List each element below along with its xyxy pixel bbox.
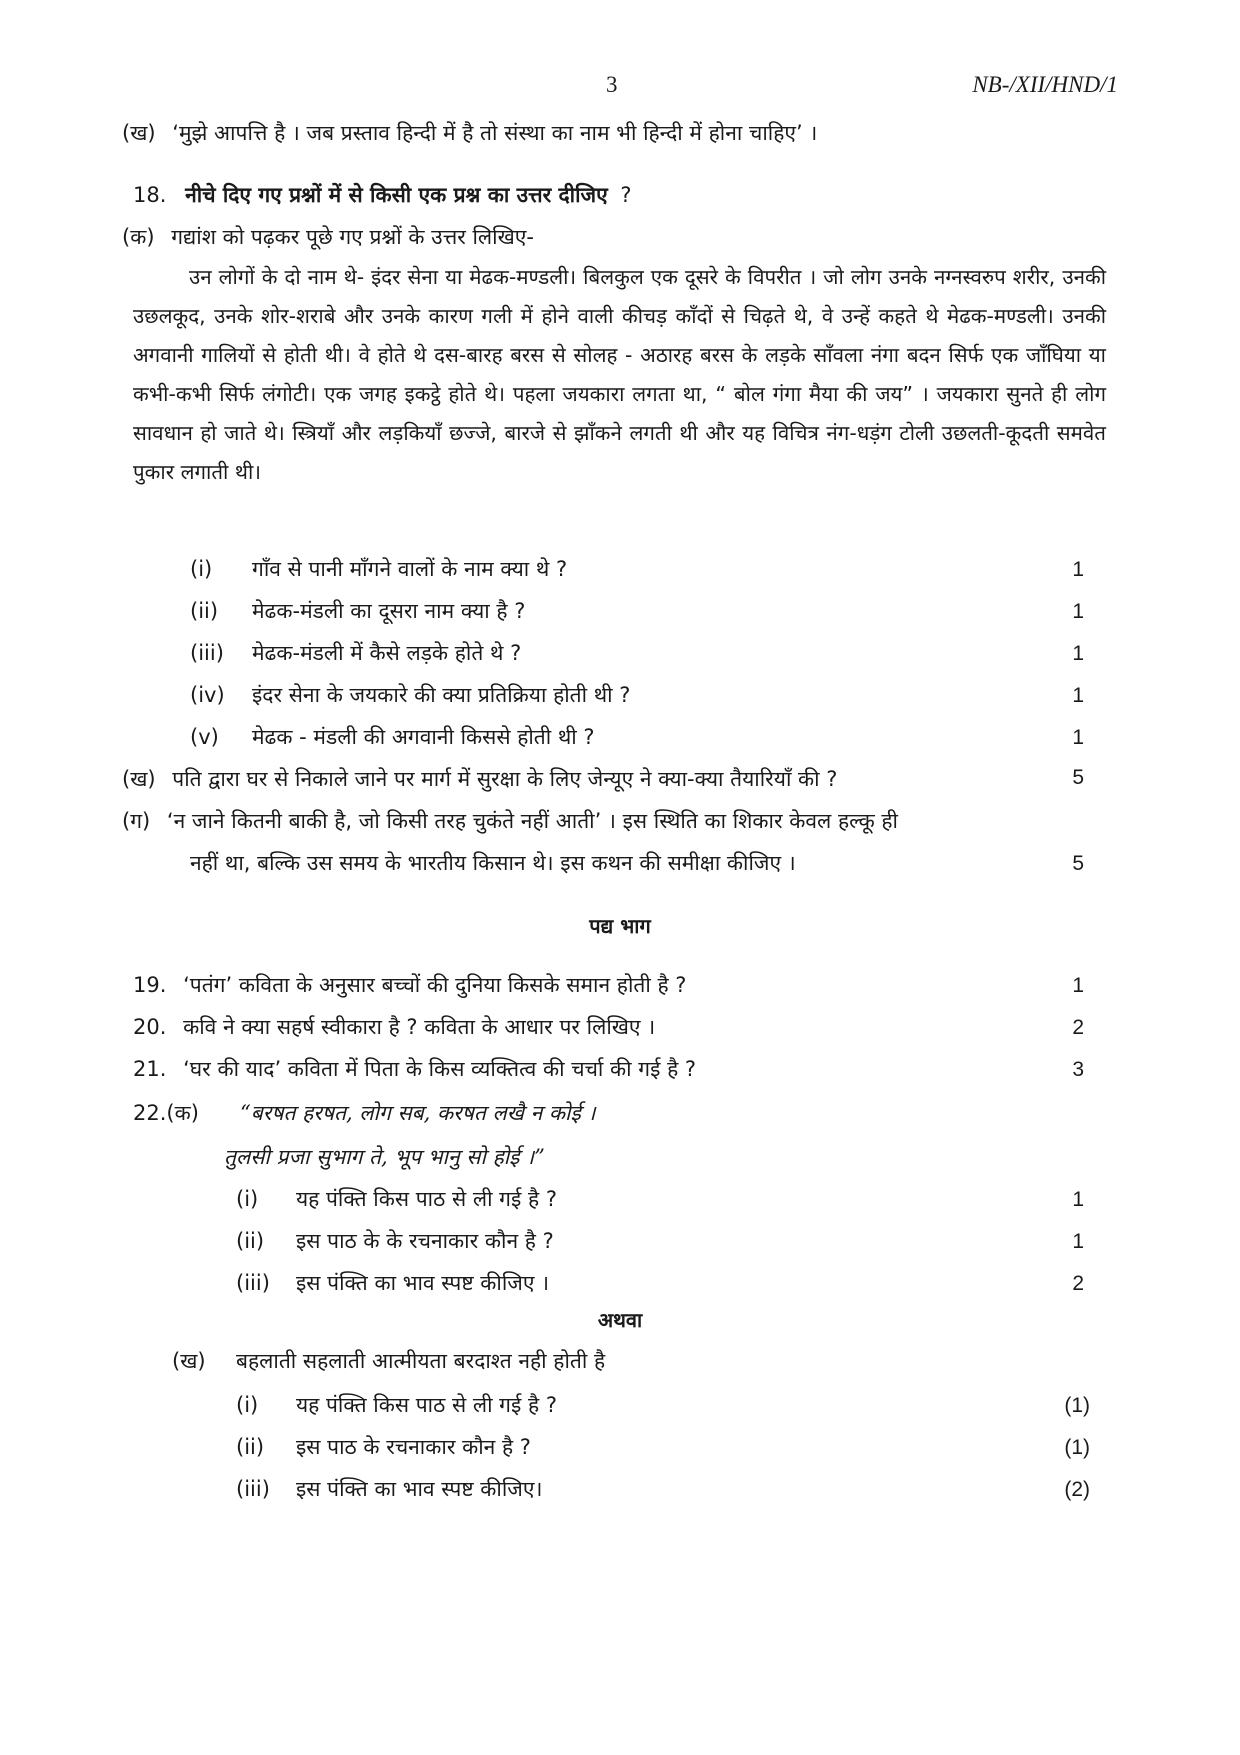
q21-number: 21. <box>133 1057 167 1081</box>
q22-ka-sub-text: यह पंक्ति किस पाठ से ली गई है ? <box>296 1187 557 1211</box>
q22-kha-sub-marks: (1) <box>1064 1394 1090 1417</box>
q22-kha-line: बहलाती सहलाती आत्मीयता बरदाश्त नही होती है <box>236 1349 606 1373</box>
q22-verse1: “बरषत हरषत, लोग सब, करषत लखै न कोई । <box>240 1101 596 1125</box>
page-number: 3 <box>606 72 618 97</box>
q22-ka-sub-text: इस पंक्ति का भाव स्पष्ट कीजिए । <box>296 1271 550 1295</box>
or-divider: अथवा <box>597 1308 643 1332</box>
q18-sub-marks: 1 <box>1072 558 1084 581</box>
q17-kha-label: (ख) <box>122 121 156 145</box>
q18-sub-num: (i) <box>190 557 213 581</box>
q22-kha-sub-text: इस पाठ के रचनाकार कौन है ? <box>296 1435 531 1459</box>
q22-kha-sub-num: (ii) <box>236 1435 265 1459</box>
q18-ga-label: (ग) <box>122 809 151 833</box>
q18-passage <box>133 258 1106 492</box>
q22-kha-sub-marks: (1) <box>1064 1436 1090 1459</box>
q18-sub-text: मेढक-मंडली में कैसे लड़के होते थे ? <box>252 641 522 665</box>
q18-kha-text: पति द्वारा घर से निकाले जाने पर मार्ग में सुरक्षा के लिए जेन्यूए ने क्या-क्या तैयारियाँ की ? <box>172 767 838 791</box>
q18-sub-marks: 1 <box>1072 642 1084 665</box>
q22-kha-sub-num: (i) <box>236 1393 259 1417</box>
q18-ga-line2: नहीं था, बल्कि उस समय के भारतीय किसान थे। इस कथन की समीक्षा कीजिए । <box>190 851 796 875</box>
q18-heading-row <box>133 180 632 210</box>
q18-passage-text: उन लोगों के दो नाम थे- इंदर सेना या मेढक-मण्डली। बिलकुल एक दूसरे के विपरीत । जो लोग उनके नग्नस्वरुप शरीर, उनकी उछलकूद, उनके शोर-शराबे और उनके कारण गली में होने वाली कीचड़ काँदों से चिढ़ते थे, वे उन्हें कहते थे मेढक-मण्डली। उनकी अगवानी गालियों से होती थी। वे होते थे दस-बारह बरस से सोलह - अठारह बरस के लड़के साँवला नंगा बदन सिर्फ एक जाँघिया या कभी-कभी सिर्फ लंगोटी। एक जगह इकट्ठे होते थे। पहला जयकारा लगता था, “ बोल गंगा मैया की जय” । जयकारा सुनते ही लोग सावधान हो जाते थे। स्त्रियाँ और लड़कियाँ छज्जे, बारजे से झाँकने लगती थी और यह विचित्र नंग-धड़ंग टोली उछलती-कूदती समवेत पुकार लगाती थी। <box>133 265 1106 484</box>
q18-kha-label: (ख) <box>122 767 156 791</box>
q18-ka-text: गद्यांश को पढ़कर पूछे गए प्रश्नों के उत्तर लिखिए- <box>171 225 534 249</box>
paper-code: NB-/XII/HND/1 <box>972 72 1118 97</box>
q22-kha-sub-marks: (2) <box>1064 1478 1090 1501</box>
q18-ka-row <box>122 222 534 252</box>
q18-sub-text: मेढक-मंडली का दूसरा नाम क्या है ? <box>252 599 526 623</box>
q22-kha-sub-text: यह पंक्ति किस पाठ से ली गई है ? <box>296 1393 557 1417</box>
q19-marks: 1 <box>1072 974 1084 997</box>
q19-number: 19. <box>133 973 167 997</box>
q21-row <box>133 1054 696 1084</box>
q18-heading: नीचे दिए गए प्रश्नों में से किसी एक प्रश्न का उत्तर दीजिए <box>185 183 608 207</box>
q22-label: 22.(क) <box>133 1101 199 1125</box>
q17-kha-row <box>122 118 817 148</box>
q18-sub-text: इंदर सेना के जयकारे की क्या प्रतिक्रिया होती थी ? <box>252 683 631 707</box>
q18-qmark: ? <box>620 183 632 207</box>
q20-row <box>133 1012 655 1042</box>
q18-sub-text: गाँव से पानी माँगने वालों के नाम क्या थे ? <box>252 557 568 581</box>
q19-row <box>133 970 686 1000</box>
q22-ka-sub-num: (iii) <box>236 1271 270 1295</box>
q17-kha-text: ‘मुझे आपत्ति है । जब प्रस्ताव हिन्दी में है तो संस्था का नाम भी हिन्दी में होना चाहिए’ । <box>172 121 818 145</box>
q18-sub-num: (iv) <box>190 683 225 707</box>
q18-kha-marks: 5 <box>1072 766 1084 789</box>
q18-sub-num: (v) <box>190 725 219 749</box>
q22-ka-sub-num: (i) <box>236 1187 259 1211</box>
q21-marks: 3 <box>1072 1058 1084 1081</box>
q22-ka-sub-marks: 1 <box>1072 1188 1084 1211</box>
q18-ka-label: (क) <box>122 225 155 249</box>
q22-ka-sub-marks: 2 <box>1072 1272 1084 1295</box>
q22-kha-sub-num: (iii) <box>236 1477 270 1501</box>
q18-number: 18. <box>133 183 167 207</box>
q22-verse2: तुलसी प्रजा सुभाग ते, भूप भानु सो होई ।” <box>224 1145 545 1169</box>
q19-text: ‘पतंग’ कविता के अनुसार बच्चों की दुनिया किसके समान होती है ? <box>183 973 687 997</box>
q18-ga-row <box>122 806 898 836</box>
q18-sub-text: मेढक - मंडली की अगवानी किससे होती थी ? <box>252 725 595 749</box>
q18-sub-num: (ii) <box>190 599 219 623</box>
q20-text: कवि ने क्या सहर्ष स्वीकारा है ? कविता के आधार पर लिखिए । <box>183 1015 656 1039</box>
q18-ga-marks: 5 <box>1072 852 1084 875</box>
q20-number: 20. <box>133 1015 167 1039</box>
q22-ka-sub-num: (ii) <box>236 1229 265 1253</box>
q22-ka-sub-marks: 1 <box>1072 1230 1084 1253</box>
q20-marks: 2 <box>1072 1016 1084 1039</box>
q22-kha-label: (ख) <box>172 1349 206 1373</box>
q18-sub-marks: 1 <box>1072 726 1084 749</box>
q18-kha-row <box>122 764 837 794</box>
section-title: पद्य भाग <box>589 914 651 938</box>
q18-ga-line1: ‘न जाने कितनी बाकी है, जो किसी तरह चुकंते नहीं आती’ । इस स्थिति का शिकार केवल हल्कू ही <box>166 809 898 833</box>
q21-text: ‘घर की याद’ कविता में पिता के किस व्यक्तित्व की चर्चा की गई है ? <box>183 1057 697 1081</box>
q22-ka-sub-text: इस पाठ के के रचनाकार कौन है ? <box>296 1229 554 1253</box>
q22-kha-sub-text: इस पंक्ति का भाव स्पष्ट कीजिए। <box>296 1477 543 1501</box>
q18-sub-num: (iii) <box>190 641 224 665</box>
q18-sub-marks: 1 <box>1072 600 1084 623</box>
q18-sub-marks: 1 <box>1072 684 1084 707</box>
